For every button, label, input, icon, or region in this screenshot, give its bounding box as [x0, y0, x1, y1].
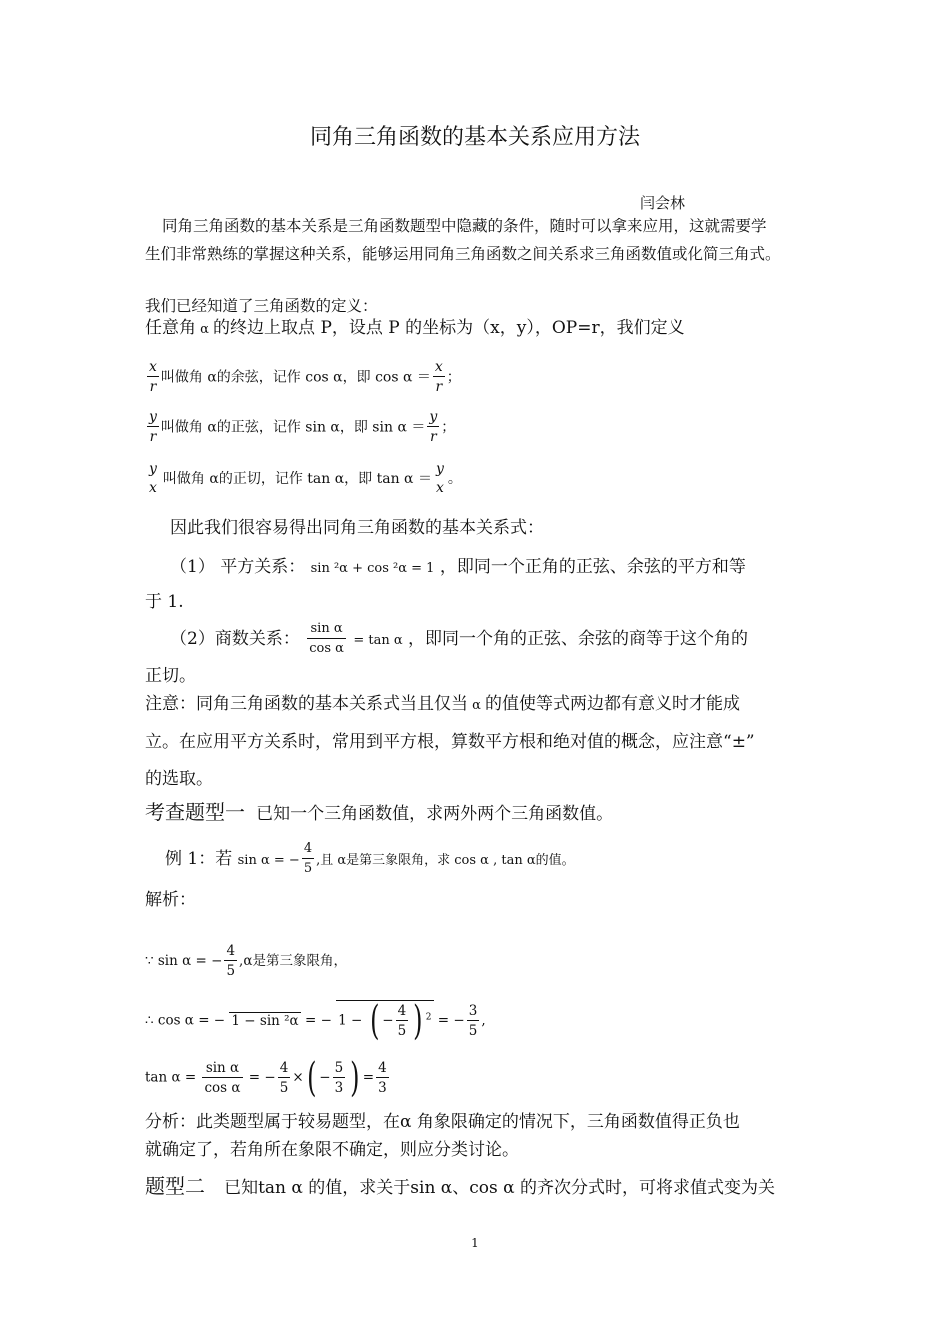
- def-cos-den: r: [149, 379, 157, 395]
- step1-post: ,α是第三象限角，: [239, 953, 347, 969]
- quotient-num: sin α: [307, 620, 346, 639]
- definition-tan: [145, 460, 462, 498]
- intro-line-1: 同角三角函数的基本关系是三角函数题型中隐藏的条件，随时可以拿来应用，这就需要学: [162, 217, 767, 235]
- definition-pre: 任意角: [145, 318, 196, 338]
- def-sin-text: 叫做角 α的正弦，记作 sin α，即 sin α ＝: [160, 419, 426, 436]
- def-tan-den-2: x: [435, 480, 444, 496]
- analysis-line-2: 就确定了，若角所在象限不确定，则应分类讨论。: [145, 1140, 519, 1160]
- definition-line: 任意角 α 的终边上取点 P，设点 P 的坐标为（x，y），OP=r，我们定义: [145, 318, 685, 338]
- solution-step-2: ∴ cos α = − 1 − sin ²α = − 1 − ( − $\frac{4}{5}$ ) $^2$ = − $\frac{3}{5}$ ,: [145, 998, 486, 1044]
- def-tan-den: x: [149, 480, 157, 496]
- relation-square-cont: 于 1.: [145, 592, 184, 612]
- document-title: 同角三角函数的基本关系应用方法: [309, 125, 640, 150]
- note-line-3: 的选取。: [145, 769, 213, 789]
- intro-line-2: 生们非常熟练的掌握这种关系，能够运用同角三角函数之间关系求三角函数值或化简三角式。: [145, 245, 781, 263]
- def-sin-end: ；: [441, 419, 456, 436]
- type2-heading: 题型二: [145, 1174, 205, 1198]
- def-sin-den: r: [149, 429, 157, 445]
- relation-quotient-desc: ，即同一个角的正弦、余弦的商等于这个角的: [408, 629, 749, 649]
- example-1: 例 1：若 sin α = − $\frac{4}{5}$ ,且 α是第三象限角，求 cos α , tan α的值。: [165, 841, 575, 876]
- def-cos-num: x: [149, 359, 157, 375]
- def-sin-num: y: [149, 409, 157, 425]
- solution-step-3: tan α = $\frac{\text{sin α}}{\text{cos α}}$ = − $\frac{4}{5}$ ×( − $\frac{5}{3}$ ) = $\frac{4}{3}$: [145, 1055, 387, 1101]
- definition-cos: [145, 358, 461, 397]
- relation-quotient-cont: 正切。: [145, 666, 196, 686]
- type1-heading: 考查题型一: [145, 800, 245, 824]
- def-sin-num-2: y: [429, 409, 438, 425]
- quotient-rhs: = tan α: [353, 633, 403, 648]
- note-pre: 注意：同角三角函数的基本关系式当且仅当: [145, 694, 468, 714]
- type1-row: [145, 796, 613, 825]
- def-sin-den-2: r: [429, 429, 437, 445]
- def-tan-end: 。: [447, 471, 462, 487]
- author-name: 闫会林: [640, 194, 686, 212]
- definition-sin: [145, 408, 455, 447]
- def-tan-text: 叫做角 α的正切，记作 tan α，即 tan α ＝: [162, 471, 432, 487]
- step3-pre: tan α =: [145, 1069, 197, 1086]
- def-cos-num-2: x: [434, 359, 443, 375]
- note-line-1: 注意：同角三角函数的基本关系式当且仅当 α 的值使等式两边都有意义时才能成: [145, 694, 741, 714]
- type2-desc: 已知tan α 的值，求关于sin α、cos α 的齐次分式时，可将求值式变为关: [224, 1178, 776, 1198]
- def-cos-den-2: r: [435, 379, 443, 395]
- step1-pre: ∵ sin α = −: [145, 953, 223, 969]
- analysis-line-1: 分析：此类题型属于较易题型，在α 角象限确定的情况下，三角函数值得正负也: [145, 1112, 740, 1132]
- quotient-den: cos α: [309, 641, 344, 656]
- page-number: 1: [471, 1236, 479, 1250]
- relation-square-label: （1） 平方关系：: [170, 557, 306, 577]
- def-tan-num-2: y: [435, 461, 444, 477]
- therefore-line: 因此我们很容易得出同角三角函数的基本关系式：: [170, 518, 544, 538]
- note-post: 的值使等式两边都有意义时才能成: [485, 694, 741, 714]
- solution-label: 解析：: [145, 890, 196, 910]
- relation-quotient: [170, 620, 748, 659]
- relation-quotient-label: （2）商数关系：: [170, 629, 300, 649]
- example-1-mid: ,且 α是第三象限角，求 cos α , tan α的值。: [316, 853, 575, 868]
- definition-post: 的终边上取点 P，设点 P 的坐标为（x，y），OP=r，我们定义: [213, 318, 685, 338]
- relation-square-desc: ，即同一个正角的正弦、余弦的平方和等: [439, 557, 746, 577]
- type1-desc: 已知一个三角函数值，求两外两个三角函数值。: [256, 804, 614, 824]
- type2-row: [145, 1170, 775, 1199]
- def-cos-text: 叫做角 α的余弦，记作 cos α，即 cos α ＝: [160, 369, 431, 386]
- def-cos-end: ；: [446, 369, 461, 386]
- relation-square-formula: sin ²α + cos ²α = 1: [310, 561, 435, 576]
- known-definition: 我们已经知道了三角函数的定义：: [145, 297, 378, 315]
- note-line-2: 立。在应用平方关系时，常用到平方根，算数平方根和绝对值的概念，应注意“±”: [145, 732, 755, 752]
- step2-pre: ∴ cos α = −: [145, 1012, 226, 1029]
- def-tan-num: y: [149, 461, 157, 477]
- relation-square: [170, 553, 746, 583]
- solution-step-1: ∵ sin α = − $\frac{4}{5}$ ,α是第三象限角，: [145, 943, 347, 979]
- example-1-label: 例 1：若: [165, 849, 233, 869]
